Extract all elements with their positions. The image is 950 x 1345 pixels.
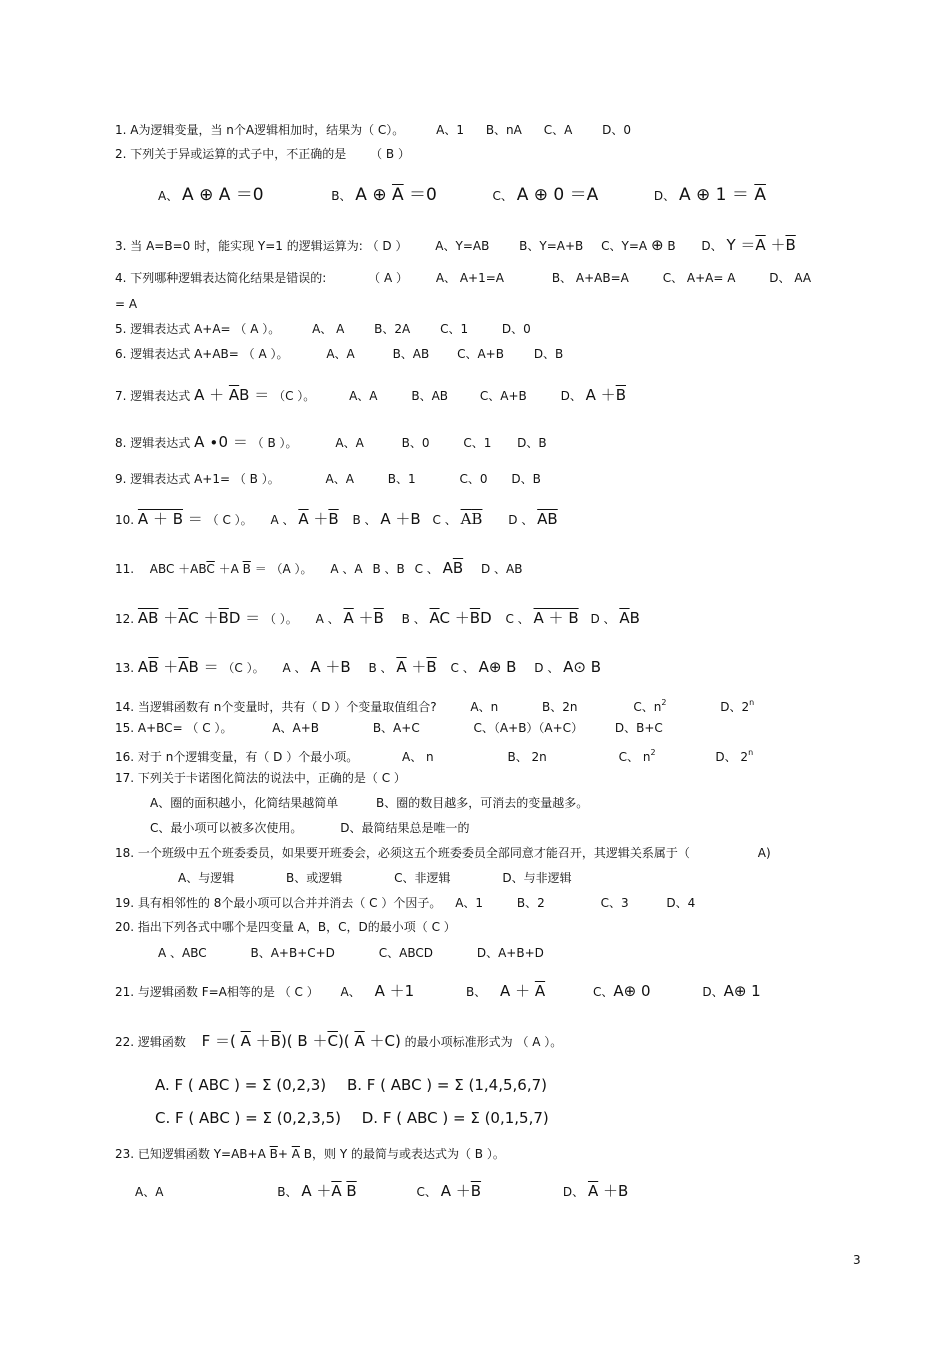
- q23-stem: 23. 已知逻辑函数 Y=AB+A: [115, 1147, 266, 1161]
- q7-option-a: A、A: [349, 389, 378, 403]
- q20-option-c: C、ABCD: [378, 946, 433, 960]
- q17-options-row-1: [150, 795, 588, 811]
- q18-option-a: A、与逻辑: [178, 871, 235, 885]
- q19-option-b: B、2: [516, 896, 545, 910]
- q23-formula-d: $\overline{A} +B$: [587, 1182, 629, 1200]
- q23-option-b: B、: [277, 1185, 298, 1199]
- question-23: [115, 1145, 505, 1163]
- question-18: [115, 845, 771, 861]
- q10-formula-d: $\overline{AB}$: [537, 510, 558, 528]
- q8-formula: A ∙0 ＝: [194, 433, 248, 451]
- q9-option-a: A、A: [325, 472, 354, 486]
- q2-answer: （ B ）: [370, 147, 410, 161]
- q13-option-b: B 、: [368, 661, 393, 675]
- q22-formula: F ＝( $\overline{A} +\overline{B}$)( $B +\overline{C}$)( $\overline{A} +C$): [201, 1032, 401, 1050]
- q1-option-c: C、A: [543, 123, 573, 137]
- q9-option-c: C、0: [459, 472, 488, 486]
- q13-option-a: A 、: [282, 661, 307, 675]
- q10-formula-c: $\overline{A}\overline{B}$: [460, 510, 483, 528]
- q21-option-a: A、: [340, 985, 361, 999]
- q2-option-a: A、: [158, 189, 179, 203]
- q2-options: [158, 184, 766, 207]
- q7-option-d: D、: [560, 389, 582, 403]
- q20-option-a: A 、ABC: [158, 946, 207, 960]
- q11-option-d: D 、AB: [480, 562, 523, 576]
- q4-answer: （ A ）: [368, 271, 408, 285]
- q18-answer: A): [757, 846, 771, 860]
- q4-option-b: B、 A+AB=A: [551, 271, 629, 285]
- question-3: [115, 236, 796, 255]
- q13-formula-d: A⊙ B: [563, 658, 602, 676]
- q12-stem: 12.: [115, 612, 135, 626]
- q13-formula-a: A ＋B: [310, 658, 351, 676]
- q4-option-c: C、 A+A= A: [662, 271, 736, 285]
- q6-option-d: D、B: [533, 347, 564, 361]
- q21-stem: 21. 与逻辑函数 F=A相等的是 （ C ）: [115, 985, 319, 999]
- question-19: [115, 895, 695, 911]
- q12-formula-a: $\overline{A} +\overline{B}$: [343, 609, 384, 627]
- q17-options-row-2: [150, 820, 469, 836]
- q1-option-a: A、1: [436, 123, 464, 137]
- q14-option-c: C、n: [633, 700, 662, 714]
- question-2: [115, 146, 410, 162]
- q21-option-b: B、: [465, 985, 487, 999]
- q10-option-b: B 、: [352, 513, 377, 527]
- q14-option-c-exponent: 2: [661, 698, 667, 707]
- q4-stem: 4. 下列哪种逻辑表达简化结果是错误的:: [115, 271, 327, 285]
- q10-formula-a: $\overline{A} +\overline{B}$: [298, 510, 339, 528]
- q16-option-d: D、 2: [715, 750, 749, 764]
- q7-formula-d: $A +\overline{B}$: [585, 386, 626, 404]
- q11-option-c: C 、: [414, 562, 439, 576]
- q15-option-a: A、A+B: [272, 721, 319, 735]
- q13-option-d: D 、: [534, 661, 560, 675]
- q23-answer: ，则 Y 的最简与或表达式为（ B ）。: [312, 1147, 505, 1161]
- q23-formula-c: $A +\overline{B}$: [440, 1182, 482, 1200]
- question-13: [115, 656, 601, 679]
- q12-option-c: C 、: [505, 612, 530, 626]
- q18-option-d: D、与非逻辑: [502, 871, 572, 885]
- q18-options: [178, 870, 572, 886]
- q22-tail: 的最小项标准形式为 （ A ）。: [404, 1035, 563, 1049]
- q4-option-a: A、 A+1=A: [435, 271, 504, 285]
- q15-option-d: D、B+C: [614, 721, 663, 735]
- q22-stem: 22. 逻辑函数: [115, 1035, 186, 1049]
- q14-option-d-exponent: n: [749, 698, 755, 707]
- q3-option-a: A、Y=AB: [435, 239, 490, 253]
- question-7: [115, 384, 626, 407]
- q13-formula-b: $\overline{A} +\overline{B}$: [396, 658, 437, 676]
- q8-answer: （ B ）。: [251, 436, 298, 450]
- q10-option-d: D 、: [508, 513, 534, 527]
- q19-stem: 19. 具有相邻性的 8个最小项可以合并并消去（ C ）个因子。: [115, 896, 442, 910]
- q12-formula-c: A ＋ B: [533, 609, 579, 627]
- question-12: [115, 607, 640, 630]
- q8-option-a: A、A: [335, 436, 364, 450]
- q10-formula: A ＋ B ＝: [137, 510, 203, 528]
- q18-option-c: C、非逻辑: [394, 871, 451, 885]
- q16-option-c-exponent: 2: [650, 748, 656, 757]
- q20-option-b: B、A+B+C+D: [250, 946, 335, 960]
- q9-option-b: B、1: [387, 472, 416, 486]
- q1-option-b: B、nA: [485, 123, 522, 137]
- q3-option-c-b: B: [667, 239, 676, 253]
- q10-option-a: A 、: [270, 513, 295, 527]
- question-11: [115, 558, 522, 579]
- q11-formula: ABC $+AB\overline{C} +A$ $\overline{B}$ ＝: [149, 562, 267, 576]
- question-8: [115, 432, 547, 453]
- q15-option-b: B、A+C: [372, 721, 420, 735]
- q22-option-c: C. F ( ABC ) = Σ (0,2,3,5): [155, 1109, 341, 1127]
- q12-formula-d: $\overline{A}B$: [619, 609, 640, 627]
- q3-formula-d: $Y =\overline{A} +\overline{B}$: [726, 236, 796, 254]
- q8-option-b: B、0: [401, 436, 430, 450]
- q14-option-b: B、2n: [542, 700, 578, 714]
- q16-stem: 16. 对于 n个逻辑变量，有（ D ）个最小项。: [115, 750, 359, 764]
- q23-formula-b: $A +\overline{A}$ $\overline{B}$: [301, 1182, 357, 1200]
- q16-option-d-exponent: n: [748, 748, 754, 757]
- q11-option-a: A 、A: [330, 562, 363, 576]
- q22-options-row-1: [155, 1074, 547, 1096]
- q12-option-a: A 、: [315, 612, 340, 626]
- q9-stem: 9. 逻辑表达式 A+1= （ B ）。: [115, 472, 280, 486]
- q2-formula-d: A ⊕ $1 = \overline{A}$: [679, 185, 766, 205]
- question-10: [115, 508, 558, 531]
- q21-option-c: C、: [592, 985, 614, 999]
- q19-option-d: D、4: [666, 896, 696, 910]
- q5-option-b: B、2A: [374, 322, 411, 336]
- q3-option-c: C、Y=A: [601, 239, 648, 253]
- q2-formula-c: A ⊕ 0 ＝A: [516, 185, 599, 205]
- q8-option-d: D、B: [517, 436, 547, 450]
- q10-stem: 10.: [115, 513, 135, 527]
- q17-option-b: B、圈的数目越多，可消去的变量越多。: [376, 796, 589, 810]
- q2-option-b: B、: [331, 189, 352, 203]
- q22-option-b: B. F ( ABC ) = Σ (1,4,5,6,7): [346, 1076, 548, 1094]
- q3-xor-symbol: ⊕: [650, 236, 664, 254]
- q10-answer: （ C ）。: [206, 513, 253, 527]
- question-22: [115, 1030, 562, 1053]
- q1-option-d: D、0: [602, 123, 632, 137]
- q14-option-a: A、n: [470, 700, 499, 714]
- q2-formula-a: A ⊕ A ＝0: [182, 185, 264, 205]
- q1-stem: 1. A为逻辑变量，当 n个A逻辑相加时，结果为（ C）。: [115, 123, 405, 137]
- q21-formula-d: A⊕ 1: [723, 982, 761, 1000]
- question-1: [115, 122, 631, 138]
- q5-option-c: C、1: [440, 322, 469, 336]
- question-17: 17. 下列关于卡诺图化简法的说法中，正确的是（ C ）: [115, 771, 406, 785]
- q13-stem: 13.: [115, 661, 135, 675]
- q14-option-d: D、2: [720, 700, 750, 714]
- q20-option-d: D、A+B+D: [476, 946, 544, 960]
- q6-option-a: A、A: [326, 347, 355, 361]
- q17-option-c: C、最小项可以被多次使用。: [150, 821, 303, 835]
- q23-option-a: A、A: [135, 1185, 164, 1199]
- q5-option-d: D、0: [501, 322, 531, 336]
- q6-option-c: C、A+B: [457, 347, 504, 361]
- q2-formula-b: A ⊕ $\overline{A} =0$: [355, 185, 437, 205]
- question-15: [115, 720, 663, 736]
- q7-formula: $A + \overline{A}B$ ＝: [194, 386, 270, 404]
- q23-option-c: C、: [416, 1185, 437, 1199]
- q5-option-a: A、 A: [312, 322, 345, 336]
- q4-wrap: = A: [115, 297, 138, 311]
- q14-stem: 14. 当逻辑函数有 n个变量时，共有（ D ）个变量取值组合?: [115, 700, 437, 714]
- q12-answer: （ ）。: [263, 612, 298, 626]
- q16-option-a: A、 n: [402, 750, 434, 764]
- question-16: [115, 745, 753, 765]
- question-21: [115, 980, 761, 1003]
- q23-option-d: D、: [562, 1185, 585, 1199]
- q2-stem: 2. 下列关于异或运算的式子中，不正确的是: [115, 147, 347, 161]
- q3-option-b: B、Y=A+B: [519, 239, 584, 253]
- q7-option-b: B、AB: [411, 389, 449, 403]
- q11-option-b: B 、B: [372, 562, 405, 576]
- q3-option-d: D、: [701, 239, 723, 253]
- q16-option-c: C、 n: [618, 750, 651, 764]
- q6-option-b: B、AB: [392, 347, 430, 361]
- q19-option-a: A、1: [455, 896, 484, 910]
- q10-option-c: C 、: [432, 513, 457, 527]
- q22-options-row-2: [155, 1107, 549, 1129]
- q21-formula-a: A ＋1: [374, 982, 415, 1000]
- q17-option-d: D、最简结果总是唯一的: [340, 821, 470, 835]
- q13-formula-c: A⊕ B: [478, 658, 517, 676]
- q2-option-c: C、: [492, 189, 513, 203]
- q4-option-d: D、 AA: [769, 271, 812, 285]
- q22-option-a: A. F ( ABC ) = Σ (0,2,3): [155, 1076, 327, 1094]
- question-9: [115, 471, 541, 487]
- q22-option-d: D. F ( ABC ) = Σ (0,1,5,7): [361, 1109, 549, 1127]
- q8-option-c: C、1: [463, 436, 492, 450]
- q6-stem: 6. 逻辑表达式 A+AB= （ A ）。: [115, 347, 289, 361]
- q7-answer: （C ）。: [273, 389, 316, 403]
- q11-formula-c: $A\overline{B}$: [442, 559, 464, 577]
- q12-option-b: B 、: [401, 612, 426, 626]
- question-14: [115, 695, 754, 715]
- q20-options: [158, 945, 544, 961]
- q7-stem: 7. 逻辑表达式: [115, 389, 191, 403]
- q21-option-d: D、: [702, 985, 724, 999]
- q3-stem: 3. 当 A=B=0 时，能实现 Y=1 的逻辑运算为: （ D ）: [115, 239, 408, 253]
- page-number: 3: [853, 1253, 861, 1267]
- q21-formula-c: A⊕ 0: [613, 982, 651, 1000]
- q9-option-d: D、B: [511, 472, 541, 486]
- q15-stem: 15. A+BC= （ C ）。: [115, 721, 233, 735]
- q11-answer: （A ）。: [270, 562, 313, 576]
- q23-options: [135, 1180, 628, 1203]
- q17-option-a: A、圈的面积越小，化简结果越简单: [150, 796, 339, 810]
- q18-option-b: B、或逻辑: [286, 871, 343, 885]
- q10-formula-b: A ＋B: [380, 510, 421, 528]
- question-20: 20. 指出下列各式中哪个是四变量 A，B，C，D的最小项（ C ）: [115, 920, 456, 934]
- q13-option-c: C 、: [450, 661, 475, 675]
- q19-option-c: C、3: [600, 896, 629, 910]
- q12-option-d: D 、: [590, 612, 616, 626]
- q23-formula-tail: $\overline{B}+ \overline{A}$ B: [269, 1147, 313, 1161]
- q12-formula: $\overline{AB} +\overline{A}C +\overline{B}D$ ＝: [137, 609, 261, 627]
- q13-answer: （C ）。: [222, 661, 265, 675]
- q5-stem: 5. 逻辑表达式 A+A= （ A ）。: [115, 322, 281, 336]
- q21-formula-b: $A + \overline{A}$: [500, 982, 546, 1000]
- question-5: [115, 321, 531, 337]
- question-6: [115, 346, 563, 362]
- q11-stem: 11.: [115, 562, 135, 576]
- q2-option-d: D、: [653, 189, 676, 203]
- q15-option-c: C、（A+B）（A+C）: [473, 721, 584, 735]
- q13-formula: $A\overline{B} +\overline{A}B$ ＝: [137, 658, 219, 676]
- q16-option-b: B、 2n: [507, 750, 547, 764]
- q18-stem: 18. 一个班级中五个班委委员，如果要开班委会，必须这五个班委委员全部同意才能召开，其逻辑关系属于（: [115, 846, 690, 860]
- question-4: [115, 270, 811, 286]
- q7-option-c: C、A+B: [479, 389, 527, 403]
- q12-formula-b: $\overline{A}C +\overline{B}D$: [429, 609, 492, 627]
- q8-stem: 8. 逻辑表达式: [115, 436, 191, 450]
